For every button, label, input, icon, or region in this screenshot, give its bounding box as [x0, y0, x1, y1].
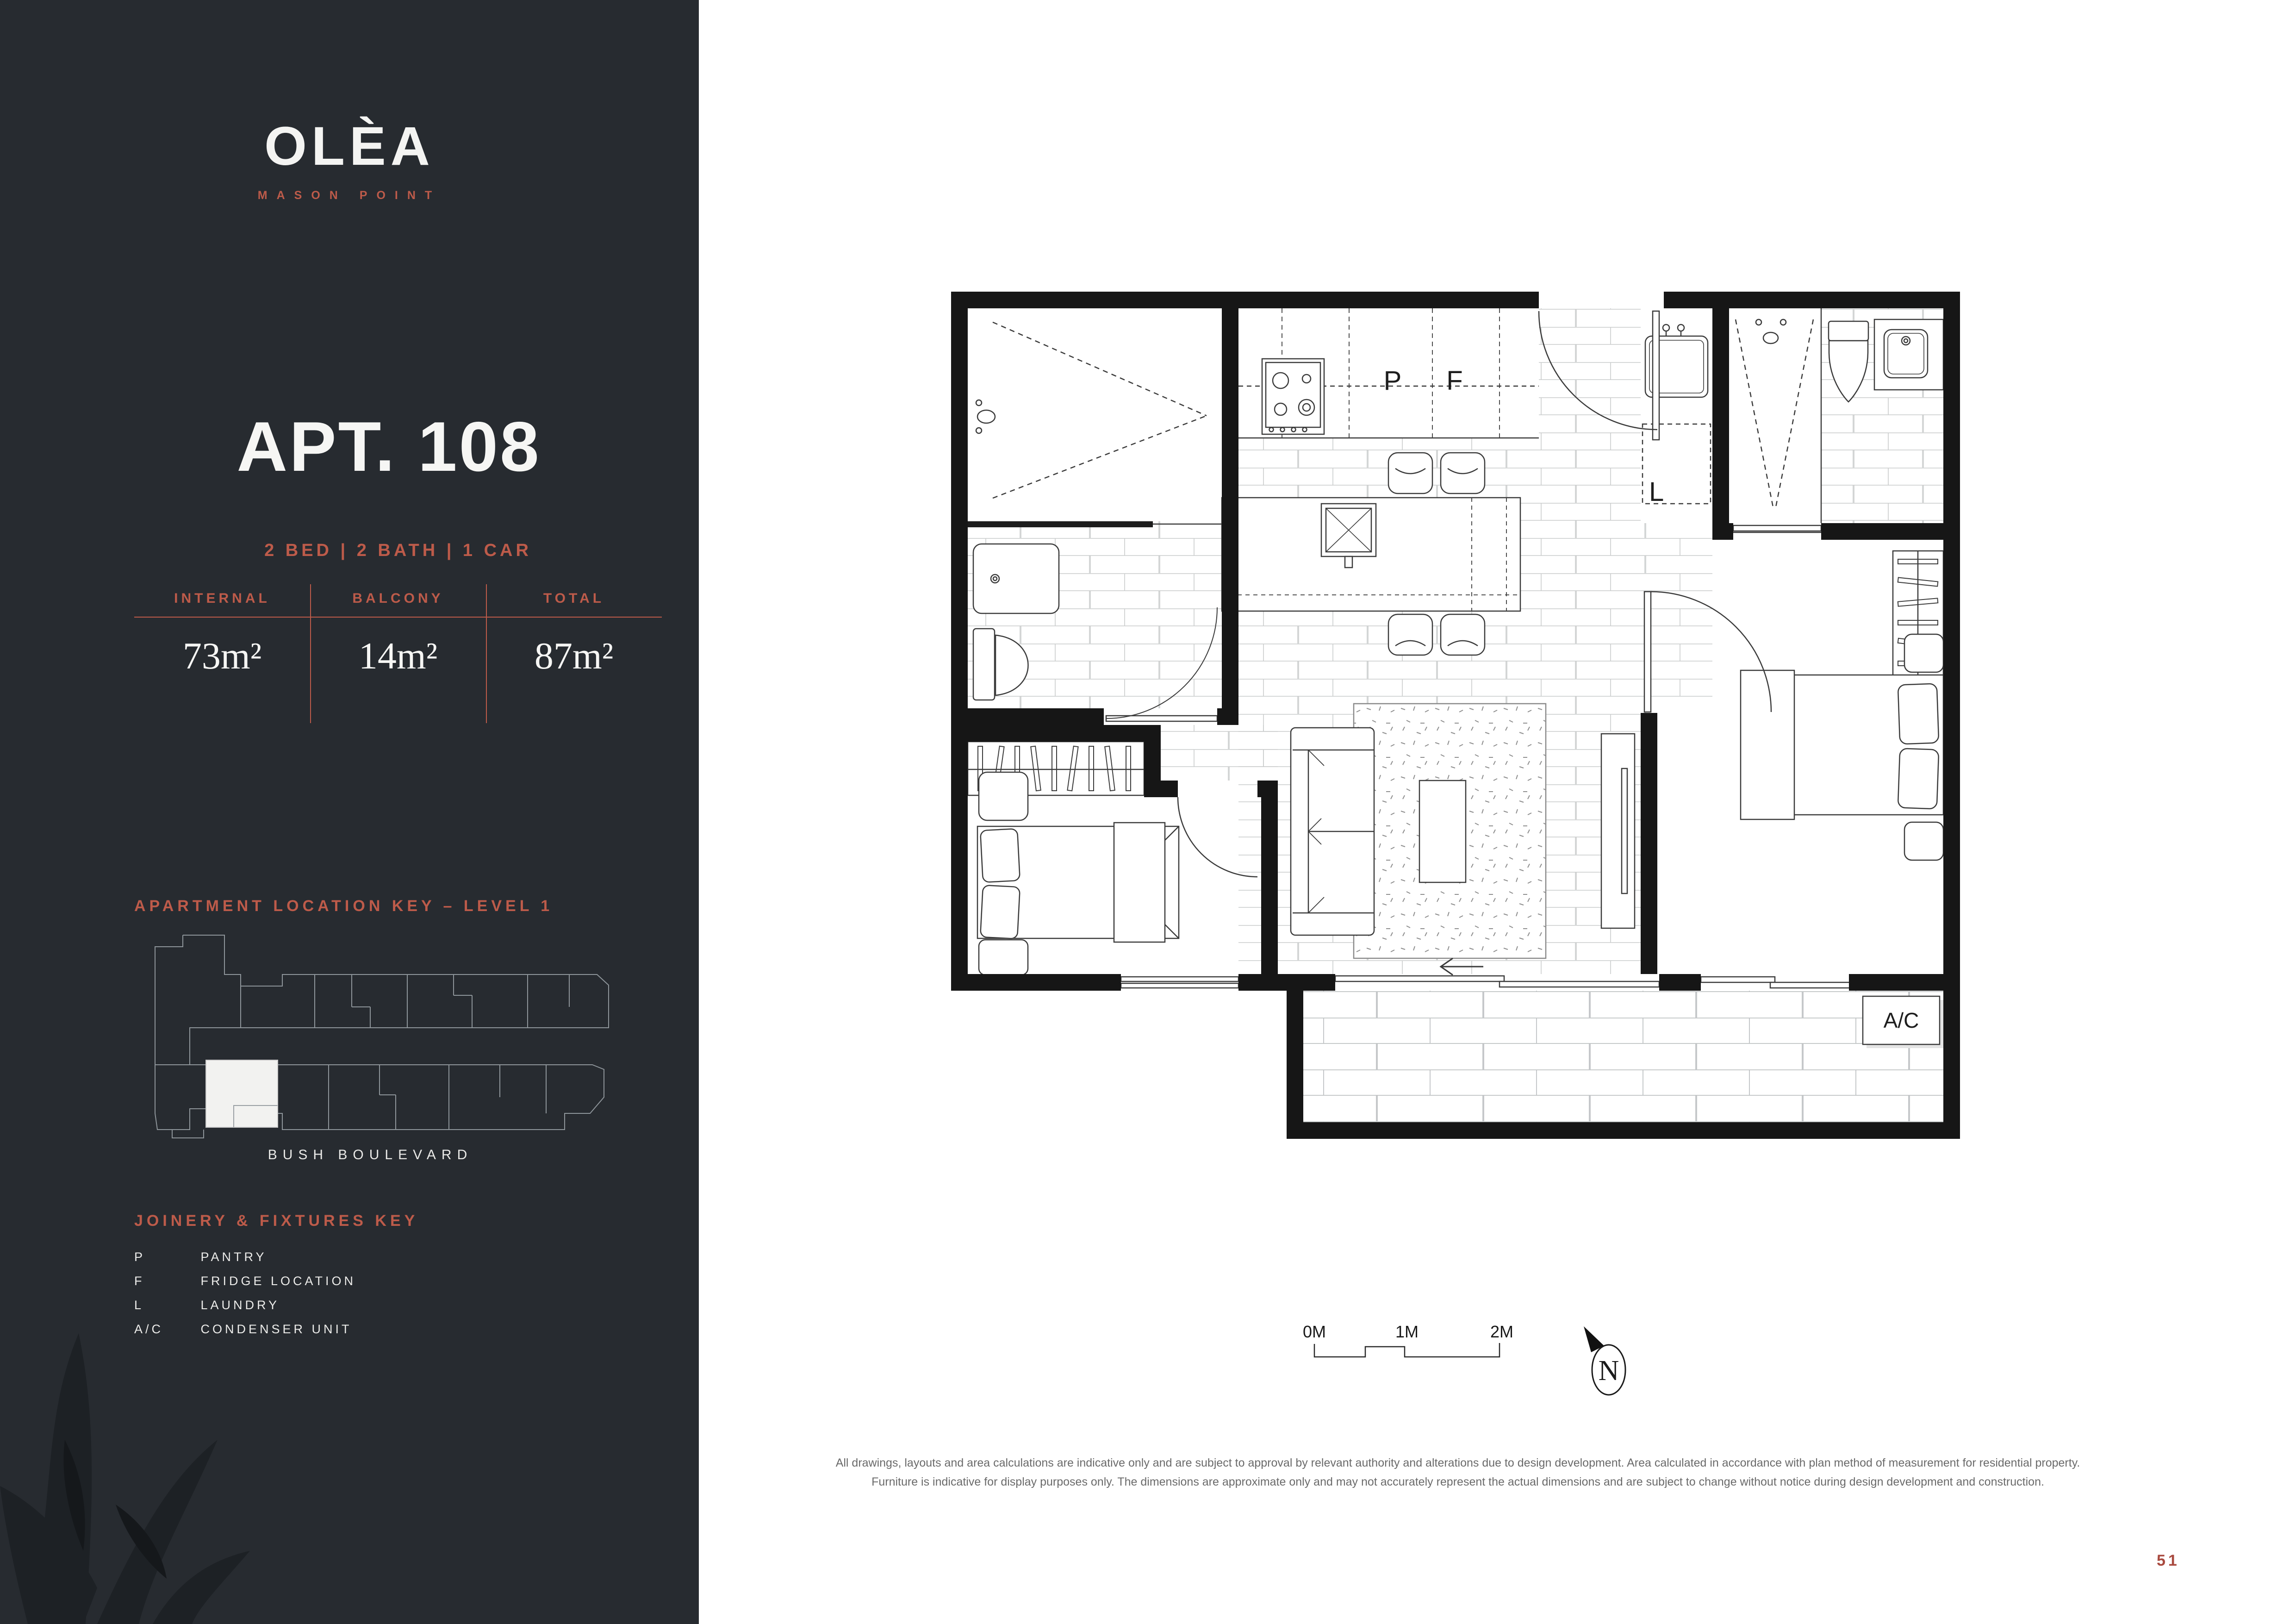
config-line: 2 BED | 2 BATH | 1 CAR	[264, 541, 532, 560]
joinery-key-title: JOINERY & FIXTURES KEY	[134, 1212, 419, 1230]
sofa	[1291, 728, 1374, 935]
balcony-floor	[1303, 991, 1943, 1122]
location-key-map	[130, 931, 620, 1139]
table-divider	[486, 584, 487, 723]
scale-2m: 2M	[1490, 1322, 1514, 1341]
key-label: FRIDGE LOCATION	[200, 1274, 356, 1288]
laundry-label: L	[1649, 477, 1664, 507]
pillow	[1898, 749, 1939, 809]
areas-table	[134, 584, 662, 698]
floor-plan	[951, 292, 1960, 1139]
col-header: TOTAL	[543, 591, 605, 606]
coffee-table	[1419, 781, 1466, 882]
ensuite-slider-door	[1733, 525, 1823, 532]
shower-head-icon	[1763, 332, 1778, 344]
kitchen-island	[1222, 498, 1520, 611]
bedside-table	[1904, 822, 1943, 860]
key-symbol: P	[134, 1250, 146, 1264]
disclaimer-line2: Furniture is indicative for display purposes only. The dimensions are approximate only and may not accurately represent the actual dimensions and are subject to change without notice during design development and construction.	[871, 1475, 2044, 1488]
page-number: 51	[2157, 1552, 2180, 1569]
bedside-table	[979, 940, 1028, 975]
key-label: PANTRY	[200, 1250, 267, 1264]
vanity-sink	[1874, 319, 1943, 390]
bed-runner	[1114, 823, 1165, 942]
bedside-table	[1904, 634, 1943, 672]
key-symbol: L	[134, 1298, 144, 1312]
living-slider-doors	[1335, 976, 1659, 987]
table-divider	[310, 584, 311, 723]
laundry	[1641, 308, 1712, 523]
pillow	[1898, 684, 1939, 744]
shower-head-icon	[977, 410, 995, 423]
bed-runner	[1741, 670, 1794, 819]
bedside-table	[979, 772, 1028, 820]
col-header: INTERNAL	[174, 591, 270, 606]
cooktop-icon	[1262, 359, 1324, 434]
disclaimer	[787, 1454, 2129, 1492]
scale-1m: 1M	[1395, 1322, 1419, 1341]
sidebar-panel	[0, 0, 699, 1624]
key-label: LAUNDRY	[200, 1298, 280, 1312]
shower-tap-icon	[976, 428, 982, 433]
pillow	[980, 829, 1020, 882]
shower-screen	[968, 521, 1153, 527]
location-key-title: APARTMENT LOCATION KEY – LEVEL 1	[134, 897, 554, 915]
plant-decoration-graphic	[0, 1181, 352, 1624]
shower-area	[968, 308, 1222, 521]
shower-tap-icon	[976, 400, 982, 406]
key-symbol: F	[134, 1274, 145, 1288]
street-label: BUSH BOULEVARD	[268, 1147, 473, 1162]
fridge-label: F	[1446, 366, 1463, 396]
master-window	[1701, 977, 1850, 988]
tv-unit	[1601, 734, 1635, 928]
north-letter: N	[1598, 1355, 1619, 1387]
area-value: 87m²	[534, 635, 614, 677]
key-label: CONDENSER UNIT	[200, 1322, 352, 1336]
page-title: APT. 108	[236, 407, 541, 486]
vanity-sink	[973, 544, 1059, 613]
disclaimer-line1: All drawings, layouts and area calculations are indicative only and are subject to approval by relevant authority and alterations due to design development. Area calculated in accordance with plan method of measurement for residential property.	[835, 1456, 2080, 1469]
bedroom2-window	[1121, 977, 1238, 988]
pantry-label: P	[1383, 366, 1402, 396]
highlighted-unit	[206, 1060, 278, 1127]
pillow	[980, 885, 1020, 939]
bed	[1741, 670, 1943, 819]
brand-subtitle: MASON POINT	[257, 189, 442, 202]
north-arrow	[1578, 1322, 1643, 1405]
key-symbol: A/C	[134, 1322, 164, 1336]
scale-bar	[1291, 1322, 1523, 1363]
brand-logo: OLÈA	[264, 116, 435, 177]
bed	[977, 823, 1179, 942]
area-value: 73m²	[182, 635, 262, 677]
ac-label: A/C	[1883, 1008, 1919, 1032]
area-value: 14m²	[358, 635, 438, 677]
col-header: BALCONY	[352, 591, 444, 606]
scale-0m: 0M	[1302, 1322, 1326, 1341]
